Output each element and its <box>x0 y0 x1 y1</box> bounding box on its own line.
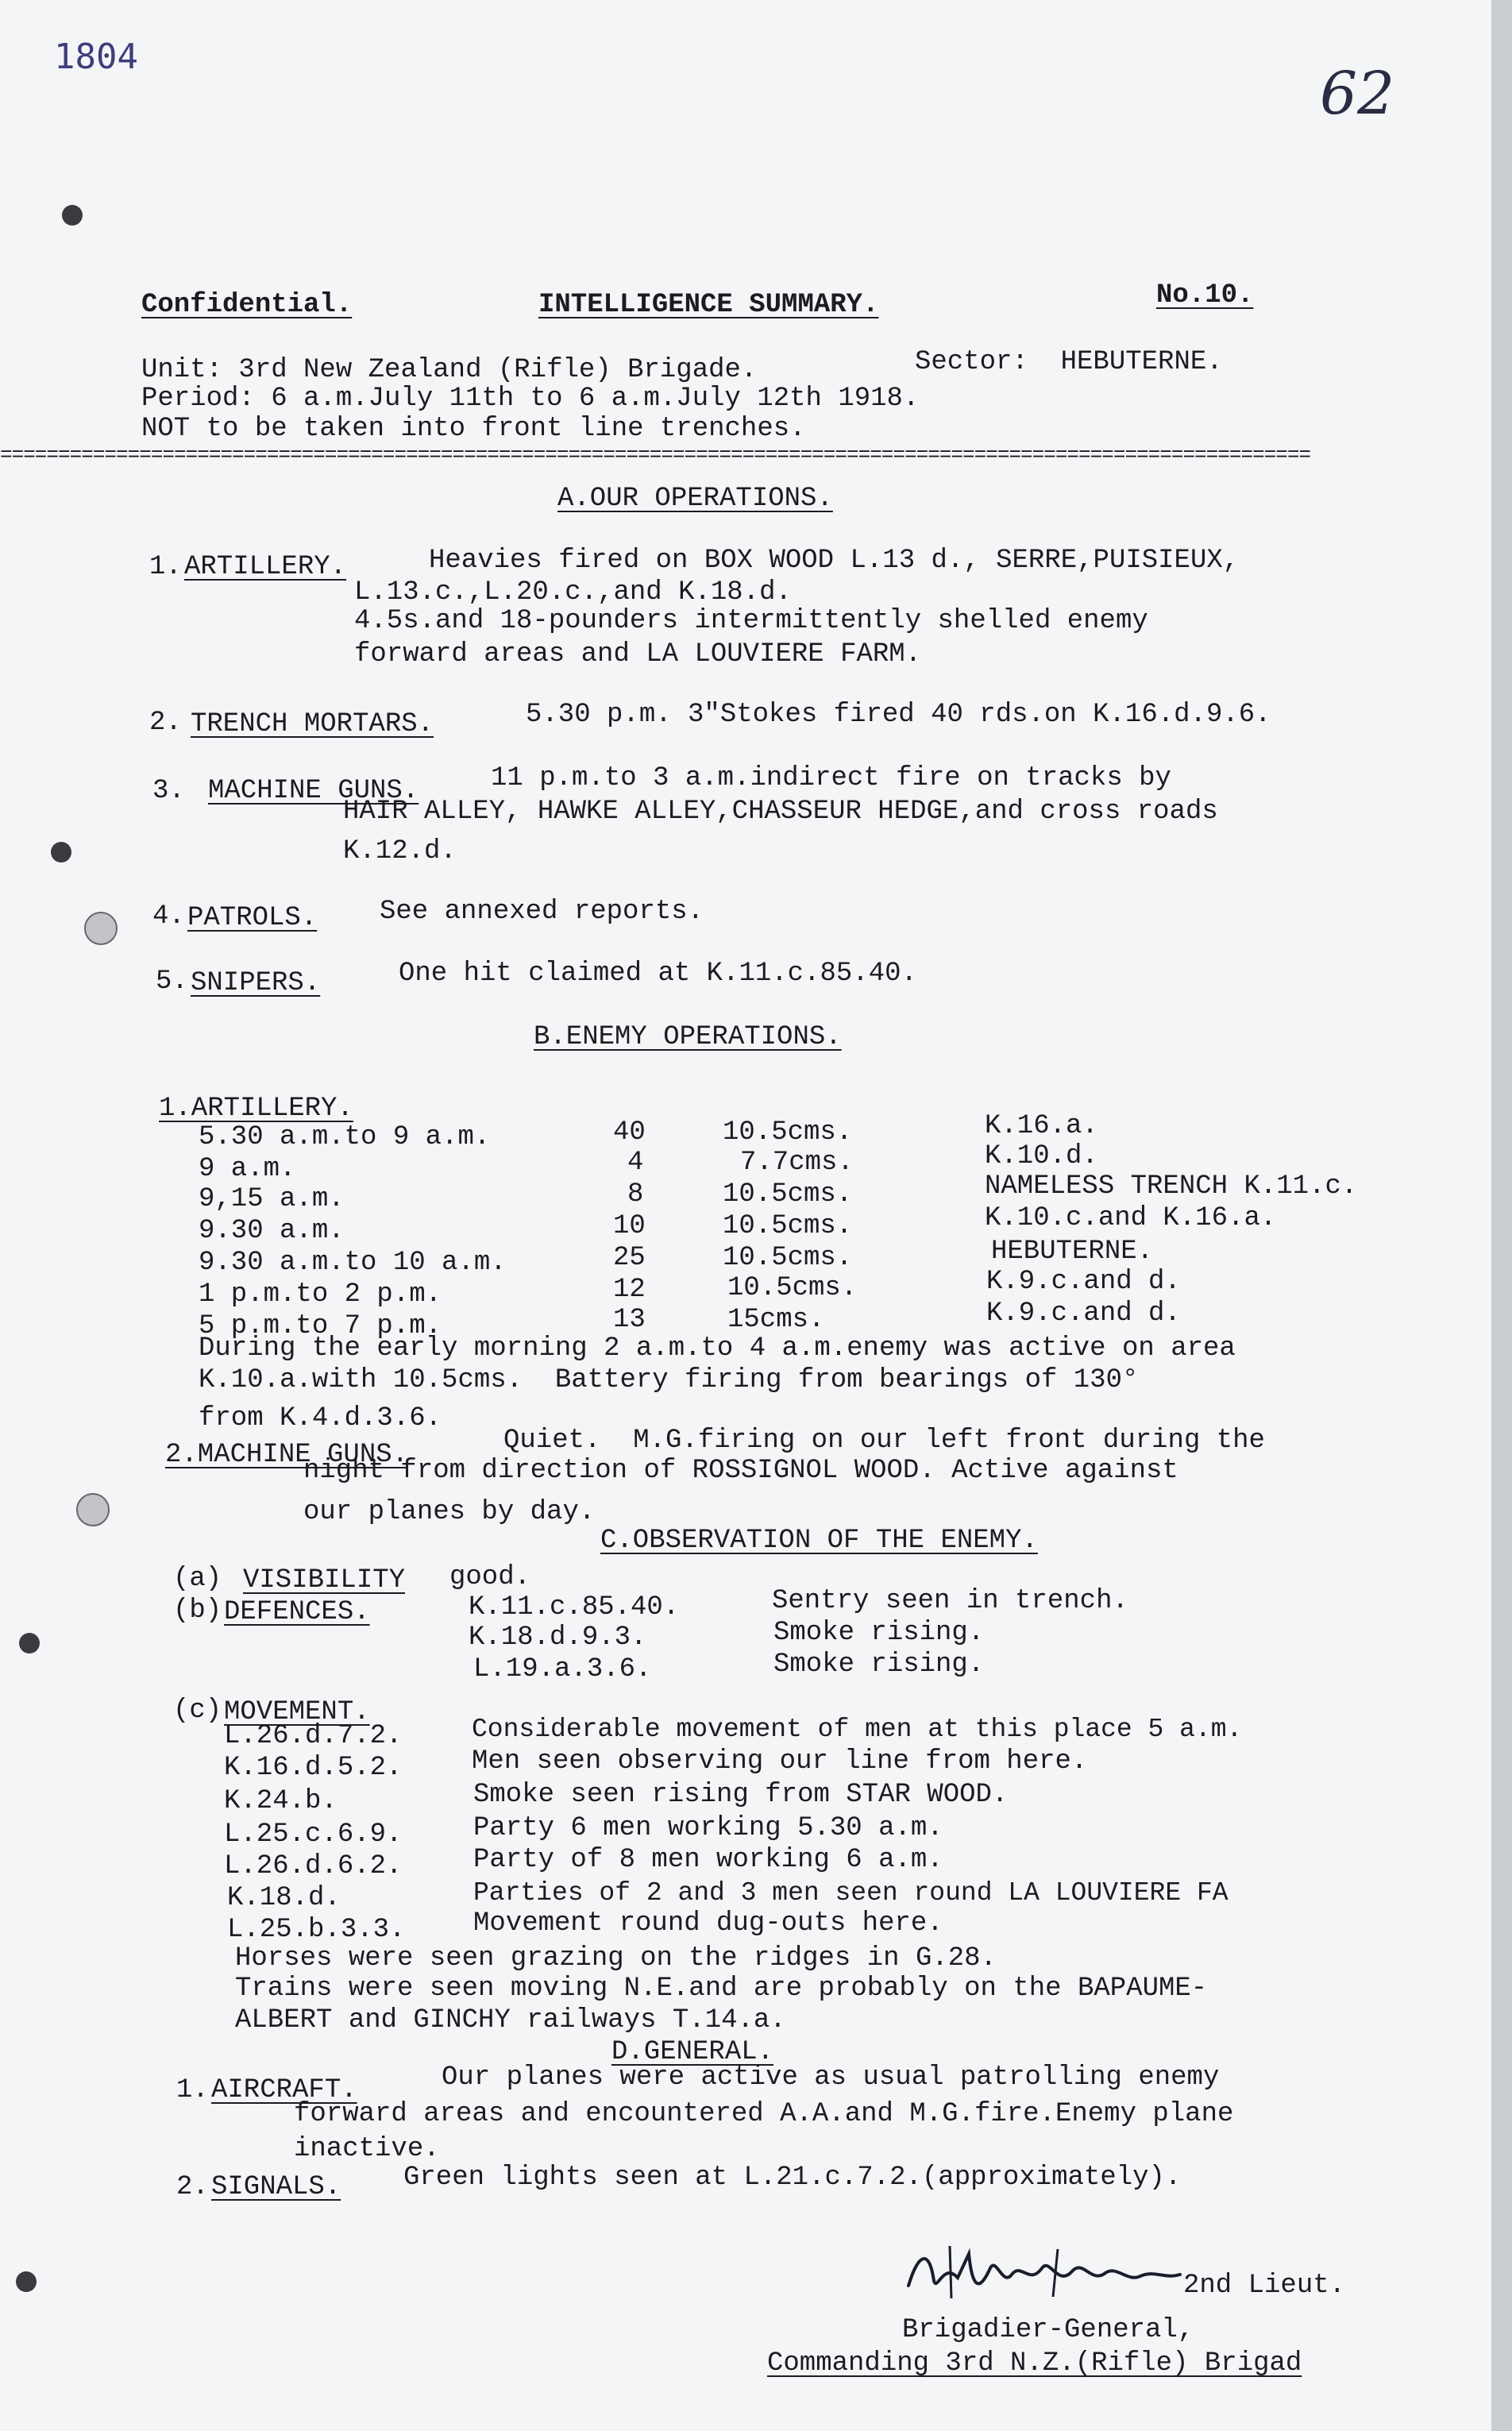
restriction-line: NOT to be taken into front line trenches. <box>141 414 806 444</box>
a-artillery-num: 1. <box>149 552 182 582</box>
movement-ref: L.25.c.6.9. <box>224 1819 403 1850</box>
movement-ref: K.24.b. <box>224 1786 338 1816</box>
row-rounds: 40 <box>613 1117 646 1148</box>
movement-text: Party of 8 men working 6 a.m. <box>473 1845 943 1875</box>
section-d-title: D.GENERAL. <box>611 2037 774 2067</box>
movement-text: Party 6 men working 5.30 a.m. <box>473 1813 943 1843</box>
section-c-title: C.OBSERVATION OF THE ENEMY. <box>600 1526 1038 1556</box>
row-location: NAMELESS TRENCH K.11.c. <box>985 1171 1358 1202</box>
row-calibre: 10.5cms. <box>723 1179 853 1210</box>
a-mortars-num: 2. <box>149 708 182 738</box>
movement-text: Considerable movement of men at this place 5 a.m. <box>472 1715 1243 1744</box>
row-calibre: 10.5cms. <box>723 1117 853 1148</box>
row-time: 5.30 a.m.to 9 a.m. <box>199 1122 491 1152</box>
row-rounds: 13 <box>613 1305 646 1335</box>
row-calibre: 10.5cms. <box>723 1211 853 1241</box>
row-time: 9.30 a.m. <box>199 1216 345 1246</box>
signature-rank: 2nd Lieut. <box>1183 2271 1346 2301</box>
punch-hole <box>62 205 83 226</box>
row-time: 1 p.m.to 2 p.m. <box>199 1279 442 1310</box>
section-a-title: A.OUR OPERATIONS. <box>557 484 833 514</box>
d-aircraft-line: inactive. <box>294 2134 440 2164</box>
row-calibre: 10.5cms. <box>723 1243 853 1273</box>
d-signals-text: Green lights seen at L.21.c.7.2.(approximately). <box>403 2163 1182 2193</box>
c-defences-label: DEFENCES. <box>224 1597 370 1627</box>
row-rounds: 4 <box>627 1148 644 1178</box>
trains-line: Trains were seen moving N.E.and are probably on the BAPAUME- <box>235 1974 1208 2004</box>
page-edge <box>1491 0 1512 2431</box>
signature-for-line: Brigadier-General, <box>902 2315 1194 2345</box>
period-line: Period: 6 a.m.July 11th to 6 a.m.July 12th 1918. <box>141 384 920 414</box>
a-mg-label: MACHINE GUNS. <box>208 776 419 806</box>
defence-text: Smoke rising. <box>773 1618 985 1648</box>
a-mortars-text: 5.30 p.m. 3"Stokes fired 40 rds.on K.16.d.9.6. <box>526 700 1271 730</box>
b-artillery-note: K.10.a.with 10.5cms. Battery firing from bearings of 130° <box>199 1365 1139 1395</box>
a-mg-line: HAIR ALLEY, HAWKE ALLEY,CHASSEUR HEDGE,and cross roads <box>343 797 1218 827</box>
movement-ref: K.16.d.5.2. <box>224 1753 403 1783</box>
handwritten-signature <box>902 2230 1188 2302</box>
row-calibre: 10.5cms. <box>727 1273 858 1303</box>
row-rounds: 8 <box>627 1179 644 1210</box>
row-calibre: 7.7cms. <box>740 1148 854 1178</box>
a-snipers-text: One hit claimed at K.11.c.85.40. <box>399 959 917 989</box>
b-mg-line: Quiet. M.G.firing on our left front during the <box>503 1426 1265 1456</box>
row-rounds: 25 <box>613 1243 646 1273</box>
c-movement-label: MOVEMENT. <box>224 1697 370 1727</box>
row-location: K.10.c.and K.16.a. <box>985 1203 1277 1233</box>
row-rounds: 12 <box>613 1275 646 1305</box>
d-signals-label: SIGNALS. <box>211 2172 341 2202</box>
movement-ref: L.26.d.7.2. <box>224 1721 403 1751</box>
movement-text: Men seen observing our line from here. <box>472 1746 1088 1777</box>
defence-ref: L.19.a.3.6. <box>473 1654 652 1684</box>
folio-number: 62 <box>1320 60 1395 128</box>
d-aircraft-label: AIRCRAFT. <box>211 2075 357 2105</box>
a-patrols-text: See annexed reports. <box>380 897 704 927</box>
d-aircraft-line: forward areas and encountered A.A.and M.G.fire.Enemy plane <box>294 2099 1234 2129</box>
punch-hole <box>51 842 71 862</box>
row-location: K.10.d. <box>985 1141 1098 1171</box>
b-mg-line: night from direction of ROSSIGNOL WOOD. Active against <box>303 1456 1178 1486</box>
b-mg-line: our planes by day. <box>303 1497 596 1527</box>
row-time: 9 a.m. <box>199 1154 296 1184</box>
row-location: K.9.c.and d. <box>986 1267 1181 1297</box>
a-artillery-line: 4.5s.and 18-pounders intermittently shelled enemy <box>354 606 1148 636</box>
unit-line: Unit: 3rd New Zealand (Rifle) Brigade. <box>141 355 758 385</box>
c-visibility-value: good. <box>449 1562 531 1592</box>
a-mg-line: 11 p.m.to 3 a.m.indirect fire on tracks by <box>491 763 1171 793</box>
horses-line: Horses were seen grazing on the ridges in G.28. <box>235 1943 997 1974</box>
separator-line: ================================================================================================================= <box>0 445 1311 465</box>
punch-hole <box>16 2271 37 2292</box>
defence-ref: K.18.d.9.3. <box>469 1623 647 1653</box>
summary-number: No.10. <box>1156 280 1254 311</box>
b-mg-label: 2.MACHINE GUNS. <box>165 1440 409 1470</box>
movement-ref: K.18.d. <box>227 1883 341 1913</box>
row-location: HEBUTERNE. <box>991 1237 1154 1267</box>
d-aircraft-num: 1. <box>176 2075 209 2105</box>
punch-hole <box>76 1493 110 1526</box>
a-snipers-label: SNIPERS. <box>191 968 321 998</box>
b-artillery-label: 1.ARTILLERY. <box>159 1094 353 1124</box>
punch-hole <box>19 1633 40 1653</box>
trains-line-2: ALBERT and GINCHY railways T.14.a. <box>235 2005 786 2035</box>
a-mg-num: 3. <box>152 776 185 806</box>
row-location: K.16.a. <box>985 1111 1098 1141</box>
defence-text: Smoke rising. <box>773 1650 985 1680</box>
row-location: K.9.c.and d. <box>986 1298 1181 1329</box>
sector-line: Sector: HEBUTERNE. <box>915 347 1223 377</box>
row-time: 5 p.m.to 7 p.m. <box>199 1311 442 1341</box>
row-calibre: 15cms. <box>727 1305 825 1335</box>
movement-ref: L.25.b.3.3. <box>227 1915 406 1945</box>
b-artillery-note: During the early morning 2 a.m.to 4 a.m.enemy was active on area <box>199 1333 1236 1364</box>
d-aircraft-line: Our planes were active as usual patrolling enemy <box>442 2062 1220 2093</box>
a-mg-line: K.12.d. <box>343 836 457 866</box>
c-defences-prefix: (b) <box>173 1596 222 1626</box>
movement-ref: L.26.d.6.2. <box>224 1851 403 1881</box>
movement-text: Smoke seen rising from STAR WOOD. <box>473 1780 1009 1810</box>
document-title: INTELLIGENCE SUMMARY. <box>538 290 879 320</box>
row-rounds: 10 <box>613 1211 646 1241</box>
section-b-title: B.ENEMY OPERATIONS. <box>534 1022 842 1052</box>
stamp-number: 1804 <box>54 37 138 77</box>
row-time: 9,15 a.m. <box>199 1184 345 1214</box>
c-movement-prefix: (c) <box>173 1696 222 1726</box>
a-artillery-line: forward areas and LA LOUVIERE FARM. <box>354 639 922 669</box>
c-visibility-prefix: (a) <box>173 1564 238 1594</box>
row-time: 9.30 a.m.to 10 a.m. <box>199 1248 507 1278</box>
a-patrols-num: 4. <box>152 901 185 932</box>
signature-commanding: Commanding 3rd N.Z.(Rifle) Brigad <box>767 2348 1302 2379</box>
confidential-label: Confidential. <box>141 290 353 320</box>
d-signals-num: 2. <box>176 2172 209 2202</box>
a-mortars-label: TRENCH MORTARS. <box>191 709 434 739</box>
movement-text: Movement round dug-outs here. <box>473 1908 943 1939</box>
a-artillery-line: Heavies fired on BOX WOOD L.13 d., SERRE,PUISIEUX, <box>429 546 1240 576</box>
punch-hole <box>84 912 118 945</box>
a-artillery-label: ARTILLERY. <box>184 552 347 582</box>
c-visibility-label: VISIBILITY <box>243 1565 406 1596</box>
b-artillery-note: from K.4.d.3.6. <box>199 1403 442 1434</box>
defence-text: Sentry seen in trench. <box>772 1586 1128 1616</box>
defence-ref: K.11.c.85.40. <box>469 1592 680 1623</box>
a-snipers-num: 5. <box>156 967 188 997</box>
a-patrols-label: PATROLS. <box>187 903 318 933</box>
a-artillery-line: L.13.c.,L.20.c.,and K.18.d. <box>354 577 792 608</box>
movement-text: Parties of 2 and 3 men seen round LA LOUVIERE FA <box>473 1878 1228 1908</box>
